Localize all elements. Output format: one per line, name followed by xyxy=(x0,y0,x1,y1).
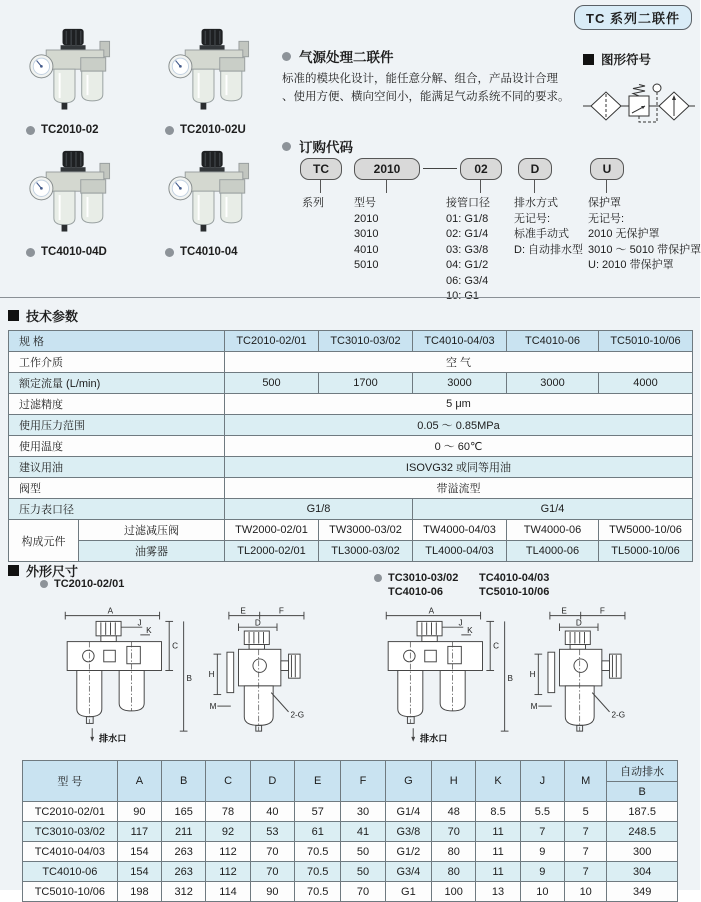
table-row: 使用温度 0 ～ 60℃ xyxy=(9,436,693,457)
product-label: TC2010-02 xyxy=(41,124,99,136)
code-box-drain: D xyxy=(518,158,552,180)
ordering-code-section xyxy=(282,136,700,304)
frl-unit-photo-icon xyxy=(156,148,272,244)
tech-params-table xyxy=(8,330,693,562)
ordering-title: 订购代码 xyxy=(299,140,353,155)
product-photo xyxy=(147,26,280,136)
table-row: TC5010-10/06 198 312 114 90 70.5 70 G1 100 13 10 10 349 xyxy=(23,882,678,902)
product-label: TC2010-02U xyxy=(180,124,246,136)
dims-caption-right: TC3010-03/02 TC4010-04/03 TC4010-06 TC5010-10/06 xyxy=(360,572,549,598)
ordering-title-row xyxy=(282,136,353,156)
product-label-row xyxy=(165,124,246,136)
table-row: 规 格 TC2010-02/01 TC3010-03/02 TC4010-04/03 TC4010-06 TC5010-10/06 xyxy=(9,331,693,352)
intro-line2: 、使用方便、横向空间小，能满足气动系统不同的要求。 xyxy=(282,90,570,103)
square-bullet-icon xyxy=(8,565,19,576)
product-label-row xyxy=(26,124,99,136)
bullet-icon xyxy=(282,142,291,151)
bullet-icon xyxy=(26,248,35,257)
ordering-col-model: 型号 2010 3010 4010 5010 xyxy=(354,197,379,271)
symbol-title: 图形符号 xyxy=(601,53,652,67)
product-photo xyxy=(147,148,280,258)
table-row: 工作介质 空 气 xyxy=(9,352,693,373)
svg-text:A: A xyxy=(107,606,114,616)
table-row: 额定流量 (L/min) 500 1700 3000 3000 4000 xyxy=(9,373,693,394)
table-row: 压力表口径 G1/8 G1/4 xyxy=(9,499,693,520)
square-bullet-icon xyxy=(8,310,19,321)
svg-text:D: D xyxy=(254,618,261,628)
section-divider xyxy=(0,297,700,298)
series-badge: TC 系列二联件 xyxy=(574,5,692,30)
product-label-row xyxy=(26,246,107,258)
svg-text:C: C xyxy=(172,641,178,651)
code-box-series: TC xyxy=(300,158,342,180)
dims-table xyxy=(22,760,678,902)
table-header-row: B xyxy=(23,782,678,802)
bullet-icon xyxy=(165,248,174,257)
table-row: 油雾器 TL2000-02/01 TL3000-03/02 TL4000-04/03 TL4000-06 TL5000-10/06 xyxy=(9,541,693,562)
dimension-drawing-large xyxy=(362,606,680,760)
intro-title: 气源处理二联件 xyxy=(299,50,394,65)
ordering-col-series: 系列 xyxy=(302,197,324,209)
ordering-col-cover: 保护罩 无记号: 2010 无保护罩 3010 ～ 5010 带保护罩 U: 2010 带保护罩 xyxy=(588,197,701,271)
intro-title-row xyxy=(282,46,584,66)
svg-text:F: F xyxy=(278,606,284,616)
frl-unit-photo-icon xyxy=(156,26,272,122)
table-row: TC4010-06 154 263 112 70 70.5 50 G3/4 80 11 9 7 304 xyxy=(23,862,678,882)
code-box-port: 02 xyxy=(460,158,502,180)
product-label-row xyxy=(165,246,238,258)
tech-params-title: 技术参数 xyxy=(26,309,79,324)
svg-text:2-G: 2-G xyxy=(290,710,305,720)
svg-text:J: J xyxy=(137,618,142,628)
table-row: TC4010-04/03 154 263 112 70 70.5 50 G1/2 80 11 9 7 300 xyxy=(23,842,678,862)
frl-unit-photo-icon xyxy=(17,148,133,244)
svg-text:排水口: 排水口 xyxy=(98,733,127,744)
table-row: 过滤精度 5 μm xyxy=(9,394,693,415)
svg-text:M: M xyxy=(209,701,217,711)
intro-line1: 标准的模块化设计，能任意分解、组合，产品设计合理 xyxy=(282,73,558,85)
bullet-icon xyxy=(26,126,35,135)
product-photo xyxy=(8,148,141,258)
dims-caption-left: TC2010-02/01 xyxy=(40,578,124,590)
code-dash xyxy=(423,168,457,169)
frl-unit-photo-icon xyxy=(17,26,133,122)
product-photo xyxy=(8,26,141,136)
bullet-icon xyxy=(40,580,48,588)
product-photo-grid xyxy=(8,26,280,258)
table-row: 使用压力范围 0.05 ～ 0.85MPa xyxy=(9,415,693,436)
table-row: 构成元件 过滤减压阀 TW2000-02/01 TW3000-03/02 TW4000-04/03 TW4000-06 TW5000-10/06 xyxy=(9,520,693,541)
table-row: TC2010-02/01 90 165 78 40 57 30 G1/4 48 8.5 5.5 5 187.5 xyxy=(23,802,678,822)
bullet-icon xyxy=(282,52,291,61)
svg-text:H: H xyxy=(208,670,215,680)
square-bullet-icon xyxy=(583,54,594,65)
table-row: TC3010-03/02 117 211 92 53 61 41 G3/8 70 11 7 7 248.5 xyxy=(23,822,678,842)
svg-text:B: B xyxy=(186,674,192,684)
intro-section xyxy=(282,46,584,107)
svg-text:E: E xyxy=(240,606,246,616)
intro-description xyxy=(282,71,584,107)
svg-text:K: K xyxy=(146,625,152,635)
code-box-model: 2010 xyxy=(354,158,420,180)
product-label: TC4010-04 xyxy=(180,246,238,258)
product-label: TC4010-04D xyxy=(41,246,107,258)
tech-params-title-row xyxy=(8,306,78,325)
table-row: 阀型 带溢流型 xyxy=(9,478,693,499)
dimension-drawing-small xyxy=(46,606,354,760)
dims-title: 外形尺寸 xyxy=(26,564,79,579)
symbol-title-row xyxy=(583,50,697,68)
pneumatic-symbol-icon xyxy=(583,76,695,134)
bullet-icon xyxy=(374,574,382,582)
ordering-col-port: 接管口径 01: G1/8 02: G1/4 03: G3/8 04: G1/2 06: G3/4 10: G1 xyxy=(446,197,490,302)
table-row: 建议用油 ISOVG32 或同等用油 xyxy=(9,457,693,478)
bullet-icon xyxy=(165,126,174,135)
ordering-col-drain: 排水方式 无记号: 标准手动式 D: 自动排水型 xyxy=(514,197,584,256)
code-box-cover: U xyxy=(590,158,624,180)
graphic-symbol-section xyxy=(583,50,697,139)
table-header-row: 型 号 A B C D E F G H K J M 自动排水 xyxy=(23,761,678,782)
